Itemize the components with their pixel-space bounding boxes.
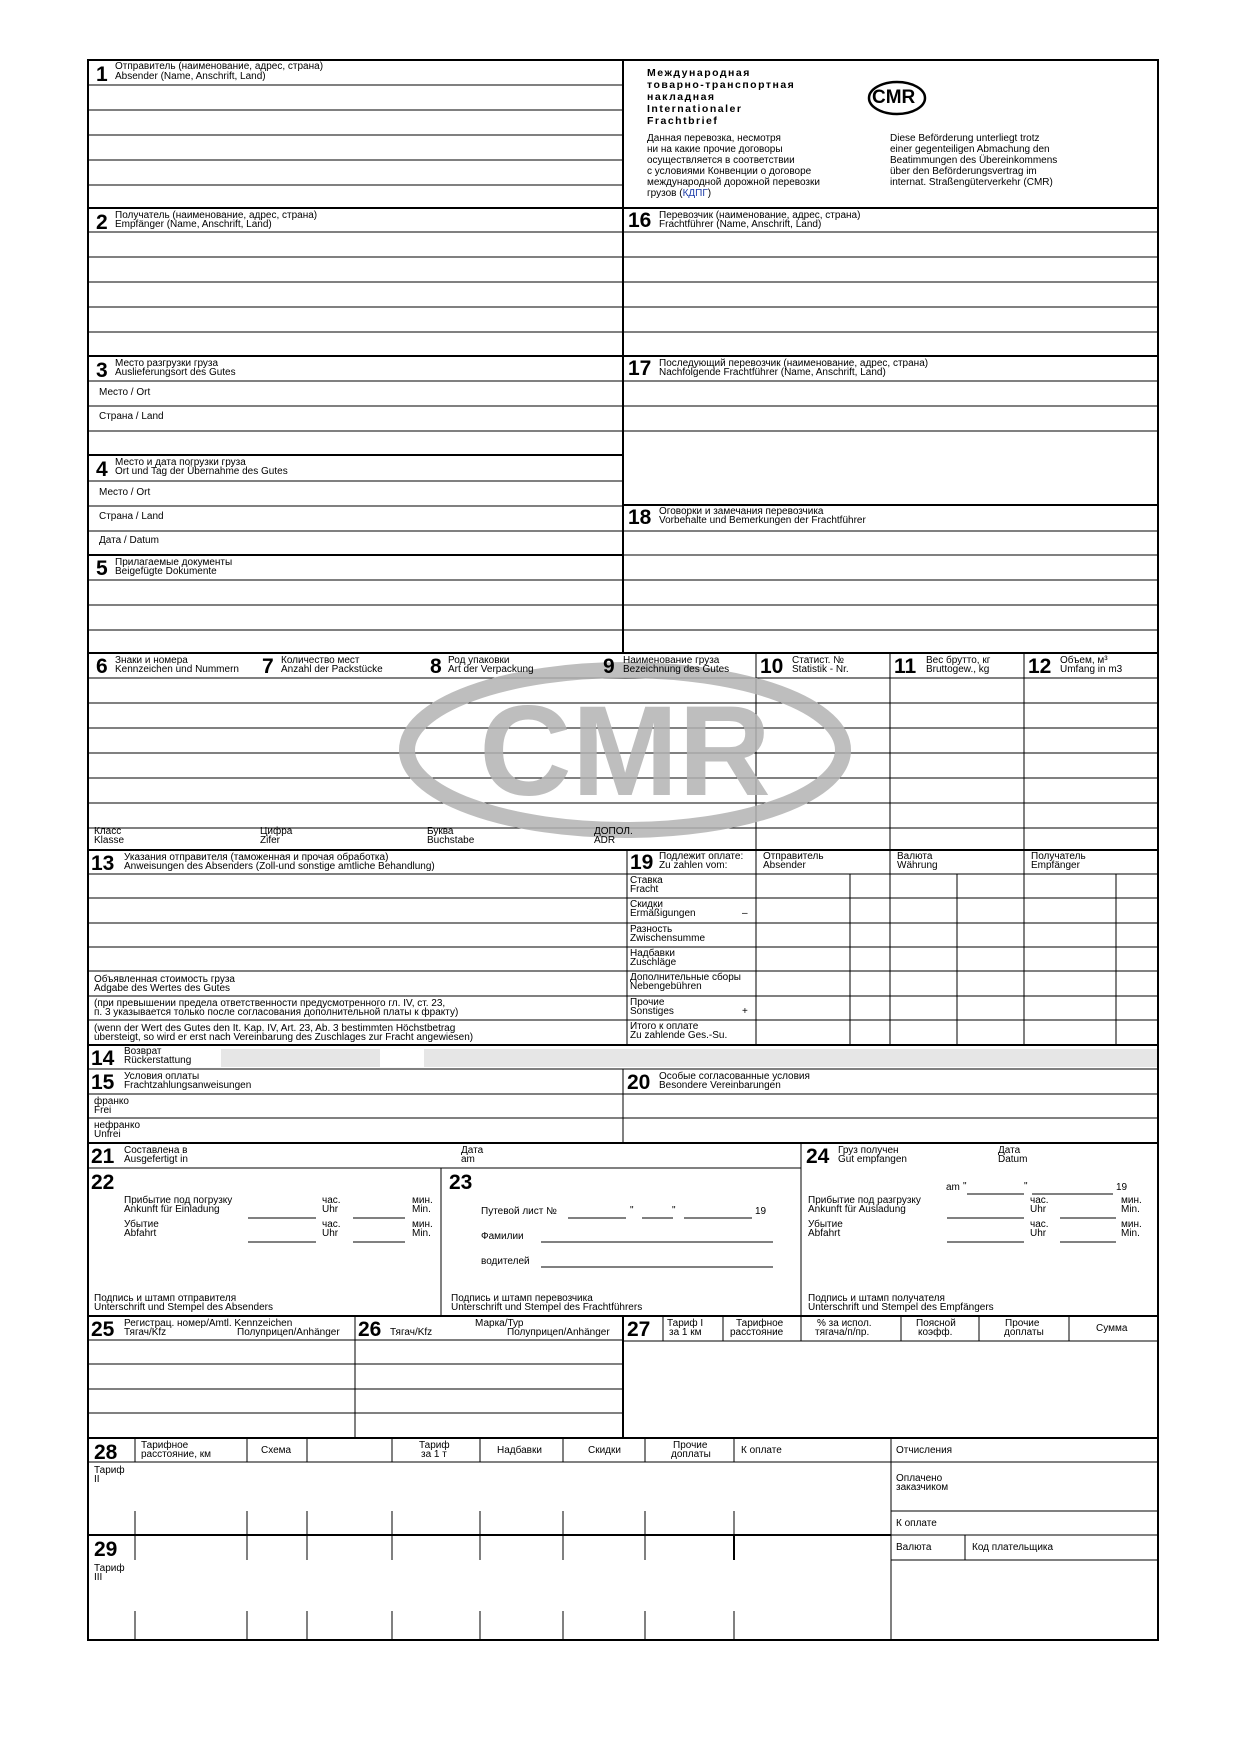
- minute-label-de: Min.: [1121, 1228, 1140, 1239]
- sender-signature-de: Unterschrift und Stempel des Absenders: [94, 1302, 273, 1313]
- franko-ru: франко: [94, 1096, 129, 1107]
- declared-note-2a: (wenn der Wert des Gutes den It. Kap. IV, Art. 23, Ab. 3 bestimmten Höchstbetrag: [94, 1023, 456, 1034]
- adr-class-de: Klasse: [94, 835, 125, 846]
- hour-label-ru: час.: [1030, 1219, 1049, 1230]
- box-15-label-ru: Условия оплаты: [124, 1071, 200, 1082]
- received-year: 19: [1116, 1182, 1128, 1193]
- minute-label-de: Min.: [412, 1228, 431, 1239]
- box-2-label-de: Empfänger (Name, Anschrift, Land): [115, 219, 272, 230]
- box-4-country: Страна / Land: [99, 511, 164, 522]
- b27-col-3-a: % за испол.: [817, 1318, 872, 1329]
- charge-row-ru: Дополнительные сборы: [630, 972, 741, 983]
- box-3-place: Место / Ort: [99, 387, 151, 398]
- b28-col-1-a: Тарифное: [141, 1440, 189, 1451]
- declared-value-de: Adgabe des Wertes des Gutes: [94, 983, 231, 994]
- hour-label-de: Uhr: [322, 1204, 339, 1215]
- loading-departure-de: Abfahrt: [124, 1228, 157, 1239]
- box-25-label: Регистрац. номер/Amtl. Kennzeichen: [124, 1318, 293, 1329]
- b27-col-2-a: Тарифное: [736, 1318, 784, 1329]
- charge-row-de: Zwischensumme: [630, 933, 706, 944]
- b27-col-5-a: Прочие: [1005, 1318, 1040, 1329]
- box-17-label-de: Nachfolgende Frachtführer (Name, Anschrift, Land): [659, 367, 886, 378]
- unloading-arrival-ru: Прибытие под разгрузку: [808, 1195, 921, 1206]
- box-10-number: 10: [760, 655, 784, 678]
- charge-row-ru: Надбавки: [630, 948, 675, 959]
- consignee-signature-ru: Подпись и штамп получателя: [808, 1293, 945, 1304]
- charge-row-sign: –: [742, 908, 748, 919]
- minute-label-ru: мин.: [412, 1219, 433, 1230]
- b28-col-1-b: расстояние, км: [141, 1449, 212, 1460]
- header-ru-title: Международная товарно-транспортная накладная Internationaler Frachtbrief: [647, 67, 796, 127]
- pay-sender-de: Absender: [763, 860, 806, 871]
- b27-col-4-a: Поясной: [916, 1318, 956, 1329]
- box-10-label-ru: Статист. №: [792, 655, 844, 666]
- quote-mark: ": [1024, 1181, 1028, 1192]
- b27-col-5-b: доплаты: [1004, 1327, 1044, 1338]
- box-4-label-ru: Место и дата погрузки груза: [115, 457, 246, 468]
- box-19-number: 19: [630, 851, 654, 874]
- box-20-label-de: Besondere Vereinbarungen: [659, 1080, 781, 1091]
- unloading-departure-ru: Убытие: [808, 1219, 843, 1230]
- box-17-number: 17: [628, 357, 652, 380]
- sender-signature-ru: Подпись и штамп отправителя: [94, 1293, 237, 1304]
- box-8-number: 8: [430, 655, 442, 678]
- charge-row-de: Zu zahlende Ges.-Su.: [630, 1030, 728, 1041]
- box-8-label-ru: Род упаковки: [448, 655, 510, 666]
- loading-arrival-de: Ankunft für Einladung: [124, 1204, 220, 1215]
- box-20-number: 20: [627, 1071, 651, 1094]
- declared-note-1b: п. 3 указывается только после согласования дополнительной платы к фракту): [94, 1007, 459, 1018]
- unloading-departure-de: Abfahrt: [808, 1228, 841, 1239]
- box-6-label-ru: Знаки и номера: [115, 655, 188, 666]
- box-5-label-ru: Прилагаемые документы: [115, 557, 233, 568]
- pay-consignee-ru: Получатель: [1031, 851, 1086, 862]
- header-de-note: Diese Beförderung unterliegt trotz einer gegenteiligen Abmachung den Beatimmungen des Übereinkommens über den Beförderungsvertrag im internat. Straßengüterverkehr (CMR): [890, 133, 1058, 188]
- box-24-date-ru: Дата: [998, 1145, 1021, 1156]
- charge-row-de: Ermäßigungen: [630, 908, 696, 919]
- carrier-signature-ru: Подпись и штамп перевозчика: [451, 1293, 593, 1304]
- charge-row-ru: Прочие: [630, 997, 665, 1008]
- box-12-label-ru: Объем, м³: [1060, 655, 1108, 666]
- hour-label-ru: час.: [322, 1195, 341, 1206]
- box-21-label-de: Ausgefertigt in: [124, 1154, 188, 1165]
- watermark-text: CMR: [479, 680, 771, 823]
- tariff-iii-roman: III: [94, 1572, 103, 1583]
- tariff-ii-label: Тариф: [94, 1465, 125, 1476]
- consignee-signature-de: Unterschrift und Stempel des Empfängers: [808, 1302, 994, 1313]
- payer-code-label: Код плательщика: [972, 1542, 1054, 1553]
- box-6-number: 6: [96, 655, 108, 678]
- box-16-label-de: Frachtführer (Name, Anschrift, Land): [659, 219, 822, 230]
- box-3-country: Страна / Land: [99, 411, 164, 422]
- box-8-label-de: Art der Verpackung: [448, 664, 534, 675]
- b28-col-2: Схема: [261, 1445, 292, 1456]
- loading-departure-ru: Убытие: [124, 1219, 159, 1230]
- box-11-label-de: Bruttogew., kg: [926, 664, 990, 675]
- adr-figure-ru: Цифра: [260, 826, 293, 837]
- charge-row-ru: Разность: [630, 924, 673, 935]
- charge-row-ru: Итого к оплате: [630, 1021, 699, 1032]
- box-14-label-de: Rückerstattung: [124, 1055, 192, 1066]
- box-9-label-de: Bezeichnung des Gutes: [623, 664, 730, 675]
- received-am: am: [946, 1182, 960, 1193]
- box-15-label-de: Frachtzahlungsanweisungen: [124, 1080, 252, 1091]
- box-7-label-de: Anzahl der Packstücke: [281, 664, 383, 675]
- box-9-label-ru: Наименование груза: [623, 655, 720, 666]
- refund-shade-2: [424, 1049, 1157, 1067]
- box-24-label-ru: Груз получен: [838, 1145, 899, 1156]
- b27-col-4-b: коэфф.: [918, 1327, 953, 1338]
- box-1-label-de: Absender (Name, Anschrift, Land): [115, 71, 266, 82]
- tariff-iii-label: Тариф: [94, 1563, 125, 1574]
- declared-value-ru: Объявленная стоимость груза: [94, 974, 235, 985]
- hour-label-de: Uhr: [322, 1228, 339, 1239]
- waybill-year: 19: [755, 1206, 767, 1217]
- waybill-label: Путевой лист №: [481, 1206, 557, 1217]
- box-1-label-ru: Отправитель (наименование, адрес, страна): [115, 61, 324, 72]
- paid-by-customer-a: Оплачено: [896, 1473, 943, 1484]
- b27-col-1-a: Тариф I: [667, 1318, 704, 1329]
- box-3-number: 3: [96, 359, 108, 382]
- pay-consignee-de: Empfänger: [1031, 860, 1080, 871]
- minute-label-de: Min.: [1121, 1204, 1140, 1215]
- box-6-label-de: Kennzeichen und Nummern: [115, 664, 239, 675]
- hour-label-ru: час.: [322, 1219, 341, 1230]
- franko-de: Frei: [94, 1105, 112, 1116]
- box-26-brand: Марка/Тур: [475, 1318, 524, 1329]
- adr-letter-ru: Буква: [427, 826, 454, 837]
- charge-row-sign: +: [742, 1006, 748, 1017]
- box-18-number: 18: [628, 506, 652, 529]
- box-5-label-de: Beigefügte Dokumente: [115, 566, 217, 577]
- box-13-label-ru: Указания отправителя (таможенная и прочая обработка): [124, 852, 389, 863]
- box-21-number: 21: [91, 1145, 115, 1168]
- declared-note-2b: ubersteigt, so wird er erst nach Vereinbarung des Zuschlages zur Fracht angewiesen): [94, 1032, 474, 1043]
- to-pay-label: К оплате: [896, 1518, 937, 1529]
- box-24-date-de: Datum: [998, 1154, 1028, 1165]
- box-22-number: 22: [91, 1171, 115, 1194]
- box-23-number: 23: [449, 1171, 473, 1194]
- adr-letter-de: Buchstabe: [427, 835, 475, 846]
- pay-currency-ru: Валюта: [897, 851, 933, 862]
- box-4-place: Место / Ort: [99, 487, 151, 498]
- box-21-date-de: am: [461, 1154, 475, 1165]
- box-2-number: 2: [96, 211, 108, 234]
- box-26-number: 26: [358, 1318, 382, 1341]
- nefranko-ru: нефранко: [94, 1120, 141, 1131]
- box-19-label-ru: Подлежит оплате:: [659, 851, 744, 862]
- box-28-number: 28: [94, 1441, 118, 1464]
- b28-col-3-b: за 1 т: [421, 1449, 447, 1460]
- charge-row-ru: Ставка: [630, 875, 663, 886]
- b27-col-3-b: тягача/п/пр.: [815, 1327, 870, 1338]
- box-26-trailer: Полуприцеп/Anhänger: [507, 1327, 610, 1338]
- adr-figure-de: Zifer: [260, 835, 280, 846]
- box-16-number: 16: [628, 209, 652, 232]
- box-3-label-de: Auslieferungsort des Gutes: [115, 367, 236, 378]
- carrier-signature-de: Unterschrift und Stempel des Frachtführers: [451, 1302, 643, 1313]
- box-4-number: 4: [96, 458, 108, 481]
- b27-col-6: Сумма: [1096, 1323, 1128, 1334]
- box-17-label-ru: Последующий перевозчик (наименование, адрес, страна): [659, 358, 929, 369]
- currency-label: Валюта: [896, 1542, 932, 1553]
- charge-row-de: Sonstiges: [630, 1006, 674, 1017]
- box-13-label-de: Anweisungen des Absenders (Zoll-und sonstige amtliche Behandlung): [124, 861, 435, 872]
- b28-col-3-a: Тариф: [419, 1440, 450, 1451]
- hour-label-de: Uhr: [1030, 1228, 1047, 1239]
- minute-label-ru: мин.: [1121, 1195, 1142, 1206]
- box-11-number: 11: [894, 655, 917, 678]
- quote-mark: ": [672, 1205, 676, 1216]
- box-27-number: 27: [627, 1318, 651, 1341]
- refund-shade-1: [221, 1049, 380, 1067]
- box-19-label-de: Zu zahlen vom:: [659, 860, 728, 871]
- box-21-date-ru: Дата: [461, 1145, 484, 1156]
- box-14-label-ru: Возврат: [124, 1046, 162, 1057]
- charge-row-ru: Скидки: [630, 899, 663, 910]
- box-12-number: 12: [1028, 655, 1052, 678]
- pay-sender-ru: Отправитель: [763, 851, 824, 862]
- loading-arrival-ru: Прибытие под погрузку: [124, 1195, 233, 1206]
- pay-currency-de: Währung: [897, 860, 938, 871]
- header-ru-note: Данная перевозка, несмотря ни на какие прочие договоры осуществляется в соответствии с условиями Конвенции о договоре международной дорожной перевозки грузов (КДПГ): [647, 133, 820, 199]
- box-25-tractor: Тягач/Kfz: [124, 1327, 167, 1338]
- box-10-label-de: Statistik - Nr.: [792, 664, 849, 675]
- unloading-arrival-de: Ankunft für Ausladung: [808, 1204, 906, 1215]
- quote-mark: ": [963, 1181, 967, 1192]
- quote-mark: ": [630, 1205, 634, 1216]
- adr-extra-ru: ДОПОЛ.: [594, 826, 633, 837]
- box-1-number: 1: [96, 63, 108, 86]
- box-18-label-ru: Оговорки и замечания перевозчика: [659, 506, 824, 517]
- adr-class-ru: Класс: [94, 826, 122, 837]
- deductions-label: Отчисления: [896, 1445, 953, 1456]
- box-5-number: 5: [96, 557, 108, 580]
- box-4-label-de: Ort und Tag der Übernahme des Gutes: [115, 466, 288, 477]
- box-13-number: 13: [91, 852, 115, 875]
- box-25-trailer: Полуприцеп/Anhänger: [237, 1327, 340, 1338]
- box-21-label-ru: Составлена в: [124, 1145, 188, 1156]
- box-25-number: 25: [91, 1318, 115, 1341]
- box-2-label-ru: Получатель (наименование, адрес, страна): [115, 210, 318, 221]
- b28-col-4: Надбавки: [497, 1445, 542, 1456]
- box-20-label-ru: Особые согласованные условия: [659, 1071, 810, 1082]
- hour-label-ru: час.: [1030, 1195, 1049, 1206]
- b28-col-6-b: доплаты: [671, 1449, 711, 1460]
- hour-label-de: Uhr: [1030, 1204, 1047, 1215]
- box-15-number: 15: [91, 1071, 115, 1094]
- box-11-label-ru: Вес брутто, кг: [926, 655, 991, 666]
- names-label: Фамилии: [481, 1231, 524, 1242]
- minute-label-ru: мин.: [1121, 1219, 1142, 1230]
- b28-col-7: К оплате: [741, 1445, 782, 1456]
- box-16-label-ru: Перевозчик (наименование, адрес, страна): [659, 210, 861, 221]
- nefranko-de: Unfrei: [94, 1129, 121, 1140]
- charge-row-de: Nebengebühren: [630, 981, 702, 992]
- b28-col-6-a: Прочие: [673, 1440, 708, 1451]
- box-3-label-ru: Место разгрузки груза: [115, 358, 219, 369]
- box-29-number: 29: [94, 1538, 118, 1561]
- tariff-ii-roman: II: [94, 1474, 100, 1485]
- b28-col-5: Скидки: [588, 1445, 621, 1456]
- box-12-label-de: Umfang in m3: [1060, 664, 1123, 675]
- box-18-label-de: Vorbehalte und Bemerkungen der Frachtführer: [659, 515, 866, 526]
- b27-col-2-b: расстояние: [730, 1327, 784, 1338]
- declared-note-1a: (при превышении предела ответственности предусмотренного гл. IV, ст. 23,: [94, 998, 446, 1009]
- charge-row-de: Zuschläge: [630, 957, 677, 968]
- box-7-label-ru: Количество мест: [281, 655, 360, 666]
- minute-label-de: Min.: [412, 1204, 431, 1215]
- b27-col-1-b: за 1 км: [669, 1327, 702, 1338]
- adr-extra-de: ADR: [594, 835, 616, 846]
- box-14-number: 14: [91, 1047, 115, 1070]
- box-7-number: 7: [262, 655, 274, 678]
- paid-by-customer-b: заказчиком: [896, 1482, 949, 1493]
- cmr-logo-text: CMR: [872, 87, 916, 108]
- box-24-number: 24: [806, 1145, 830, 1168]
- minute-label-ru: мин.: [412, 1195, 433, 1206]
- drivers-label: водителей: [481, 1256, 530, 1267]
- box-4-date: Дата / Datum: [99, 535, 159, 546]
- box-9-number: 9: [603, 655, 615, 678]
- box-26-tractor: Тягач/Kfz: [390, 1327, 433, 1338]
- charge-row-de: Fracht: [630, 884, 659, 895]
- box-24-label-de: Gut empfangen: [838, 1154, 907, 1165]
